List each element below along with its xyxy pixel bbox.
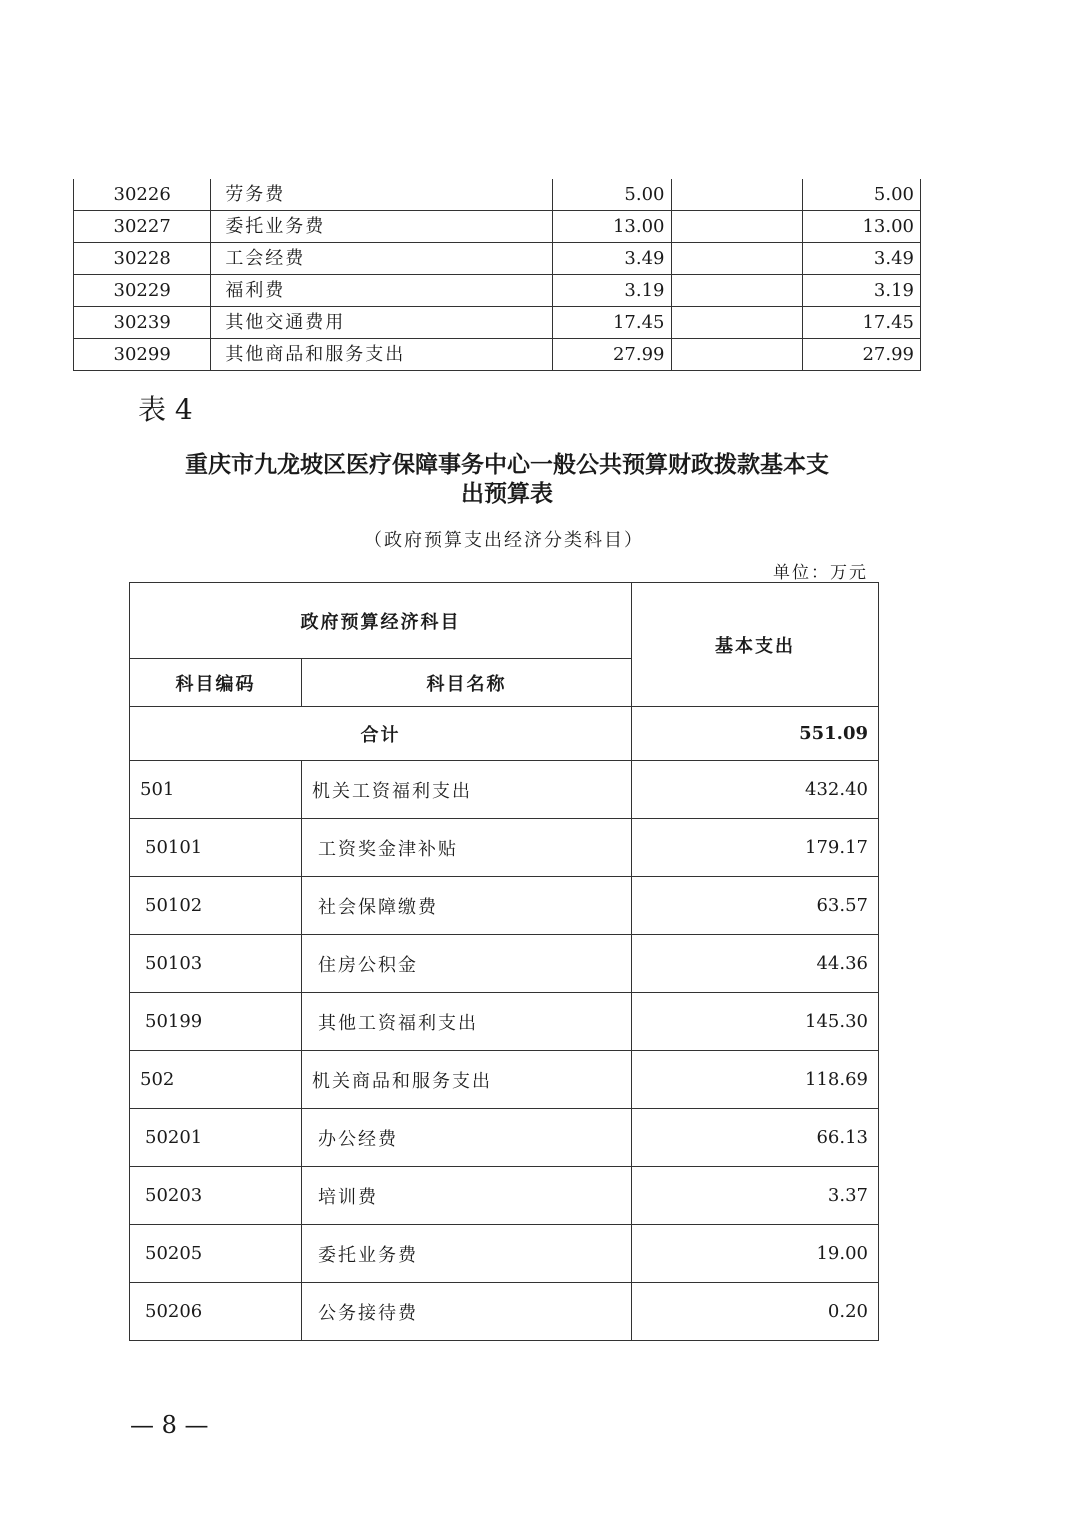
table-row (74, 307, 921, 339)
item-value-1: 3.49 (553, 243, 671, 275)
item-value-3: 27.99 (802, 339, 920, 371)
table-row (74, 179, 921, 211)
title-line-1: 重庆市九龙坡区医疗保障事务中心一般公共预算财政拨款基本支 (185, 451, 829, 478)
table-row (74, 211, 921, 243)
table-row (74, 243, 921, 275)
item-name: 劳务费 (211, 179, 553, 211)
row-code: 501 (130, 761, 302, 819)
row-name: 其他工资福利支出 (302, 993, 632, 1051)
item-value-3: 3.19 (802, 275, 920, 307)
item-value-2 (671, 243, 802, 275)
table-row (130, 1283, 879, 1341)
table-row (130, 819, 879, 877)
item-value-2 (671, 211, 802, 243)
header-row (130, 583, 879, 659)
row-code: 50102 (130, 877, 302, 935)
row-code: 50101 (130, 819, 302, 877)
row-value: 179.17 (632, 819, 879, 877)
total-label: 合计 (130, 707, 632, 761)
table-row (130, 993, 879, 1051)
row-code: 50199 (130, 993, 302, 1051)
item-name: 工会经费 (211, 243, 553, 275)
total-value: 551.09 (632, 707, 879, 761)
row-value: 118.69 (632, 1051, 879, 1109)
row-value: 19.00 (632, 1225, 879, 1283)
item-value-1: 3.19 (553, 275, 671, 307)
header-name: 科目名称 (302, 659, 632, 707)
item-value-1: 27.99 (553, 339, 671, 371)
row-name: 住房公积金 (302, 935, 632, 993)
row-value: 66.13 (632, 1109, 879, 1167)
row-code: 50103 (130, 935, 302, 993)
table-title (140, 450, 874, 508)
item-value-2 (671, 275, 802, 307)
table-row (130, 761, 879, 819)
item-name: 福利费 (211, 275, 553, 307)
table-row (130, 1167, 879, 1225)
item-name: 其他商品和服务支出 (211, 339, 553, 371)
row-code: 50205 (130, 1225, 302, 1283)
row-name: 办公经费 (302, 1109, 632, 1167)
item-name: 其他交通费用 (211, 307, 553, 339)
item-name: 委托业务费 (211, 211, 553, 243)
item-code: 30228 (74, 243, 211, 275)
header-code: 科目编码 (130, 659, 302, 707)
item-value-3: 5.00 (802, 179, 920, 211)
row-name: 工资奖金津补贴 (302, 819, 632, 877)
row-name: 培训费 (302, 1167, 632, 1225)
table-row (130, 877, 879, 935)
budget-table (129, 582, 879, 1341)
title-line-2: 出预算表 (461, 480, 553, 507)
table-row (74, 339, 921, 371)
page-number: — 8 — (130, 1411, 209, 1439)
row-name: 委托业务费 (302, 1225, 632, 1283)
header-group: 政府预算经济科目 (130, 583, 632, 659)
header-value: 基本支出 (632, 583, 879, 707)
row-value: 63.57 (632, 877, 879, 935)
table-row (130, 935, 879, 993)
item-value-1: 5.00 (553, 179, 671, 211)
item-code: 30299 (74, 339, 211, 371)
row-value: 432.40 (632, 761, 879, 819)
item-value-3: 17.45 (802, 307, 920, 339)
previous-table (73, 179, 921, 371)
table-row (130, 1109, 879, 1167)
row-value: 145.30 (632, 993, 879, 1051)
item-value-3: 13.00 (802, 211, 920, 243)
item-code: 30229 (74, 275, 211, 307)
row-code: 502 (130, 1051, 302, 1109)
table-row (130, 1225, 879, 1283)
row-name: 社会保障缴费 (302, 877, 632, 935)
row-value: 44.36 (632, 935, 879, 993)
row-code: 50206 (130, 1283, 302, 1341)
item-code: 30226 (74, 179, 211, 211)
row-name: 机关工资福利支出 (302, 761, 632, 819)
row-name: 机关商品和服务支出 (302, 1051, 632, 1109)
table-row (74, 275, 921, 307)
item-value-3: 3.49 (802, 243, 920, 275)
row-value: 3.37 (632, 1167, 879, 1225)
total-row (130, 707, 879, 761)
unit-label: 单位：万元 (773, 563, 868, 583)
table-subtitle: （政府预算支出经济分类科目） (364, 530, 644, 551)
row-code: 50203 (130, 1167, 302, 1225)
item-value-2 (671, 179, 802, 211)
item-value-2 (671, 307, 802, 339)
item-code: 30239 (74, 307, 211, 339)
table-row (130, 1051, 879, 1109)
row-name: 公务接待费 (302, 1283, 632, 1341)
item-code: 30227 (74, 211, 211, 243)
item-value-1: 17.45 (553, 307, 671, 339)
row-code: 50201 (130, 1109, 302, 1167)
item-value-1: 13.00 (553, 211, 671, 243)
table-label: 表 4 (138, 393, 193, 426)
row-value: 0.20 (632, 1283, 879, 1341)
item-value-2 (671, 339, 802, 371)
